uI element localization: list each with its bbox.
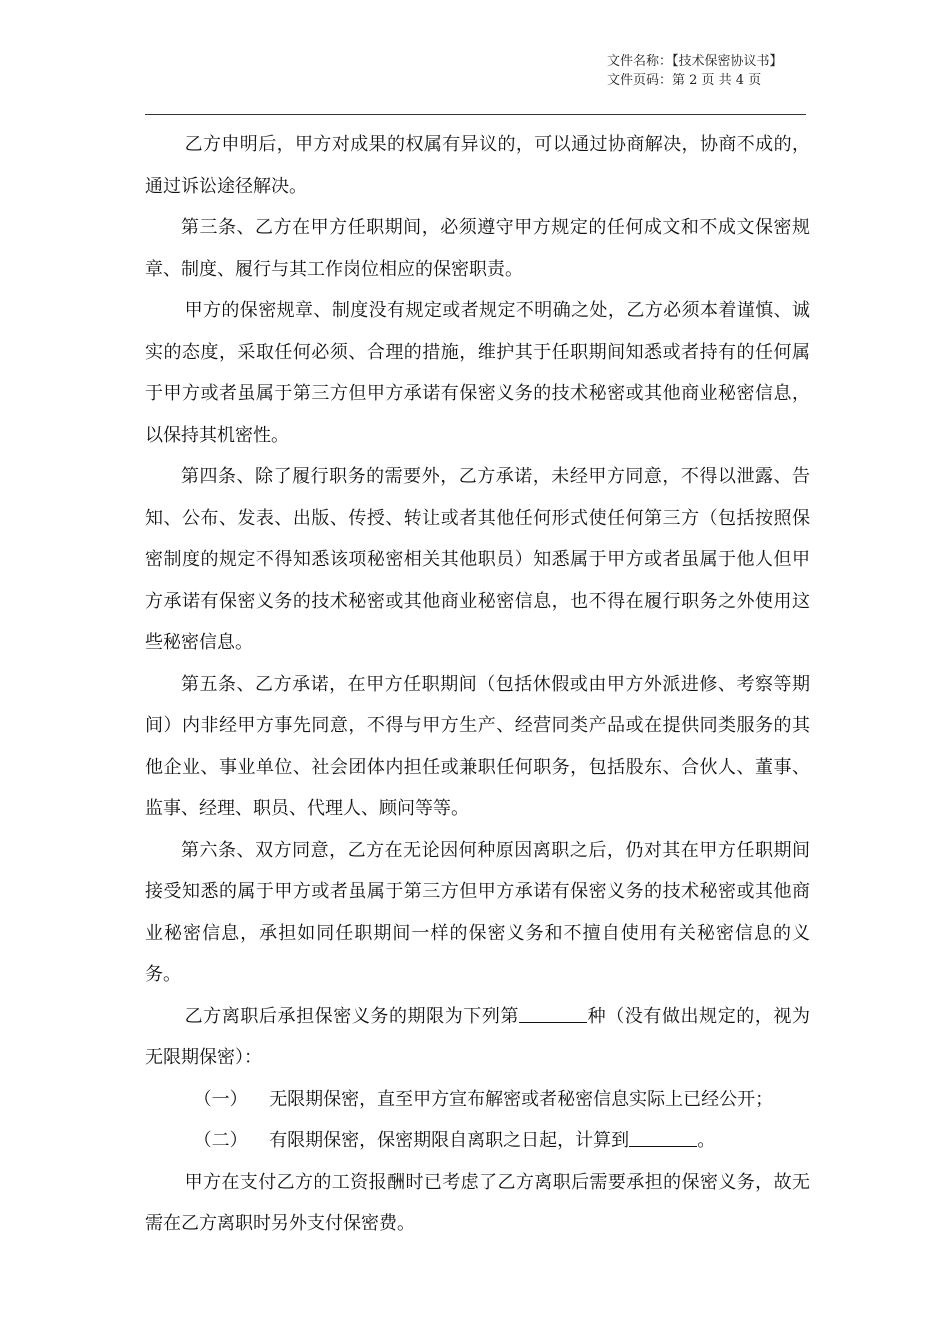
paragraph-article-3: 第三条、乙方在甲方任职期间，必须遵守甲方规定的任何成文和不成文保密规章、制度、履行与其工作岗位相应的保密职责。 xyxy=(145,217,810,280)
paragraph-article-3-supplement: 甲方的保密规章、制度没有规定或者规定不明确之处，乙方必须本着谨慎、诚实的态度，采取任何必须、合理的措施，维护其于任职期间知悉或者持有的任何属于甲方或者虽属于第三方但甲方承诺有保密义务的技术秘密或其他商业秘密信息，以保持其机密性。 xyxy=(145,300,810,446)
term-text-before: 乙方离职后承担保密义务的期限为下列第 xyxy=(184,1005,520,1027)
option-two-label: （二） xyxy=(193,1130,248,1151)
paragraph-confidentiality-fee: 甲方在支付乙方的工资报酬时已考虑了乙方离职后需要承担的保密义务，故无需在乙方离职时另外支付保密费。 xyxy=(145,1171,810,1234)
file-name-label: 文件名称：【技术保密协议书】 xyxy=(607,54,783,69)
page-header xyxy=(607,52,847,90)
term-end-date-blank[interactable] xyxy=(629,1130,697,1147)
option-two-text-before: 有限期保密，保密期限自离职之日起，计算到 xyxy=(269,1130,630,1151)
option-one xyxy=(145,1079,810,1121)
file-page-label: 文件页码：第 2 页 共 4 页 xyxy=(607,73,762,88)
paragraph-article-6: 第六条、双方同意，乙方在无论因何种原因离职之后，仍对其在甲方任职期间接受知悉的属于甲方或者虽属于第三方但甲方承诺有保密义务的技术秘密或其他商业秘密信息，承担如同任职期间一样的保密义务和不擅自使用有关秘密信息的义务。 xyxy=(145,839,810,985)
term-text-after: 种（没有做出规定的，视为无限期保密）： xyxy=(145,1005,811,1068)
option-one-text: 无限期保密，直至甲方宣布解密或者秘密信息实际上已经公开； xyxy=(269,1088,774,1110)
term-choice-blank[interactable] xyxy=(519,1006,587,1023)
paragraph-article-5: 第五条、乙方承诺，在甲方任职期间（包括休假或由甲方外派进修、考察等期间）内非经甲方事先同意，不得与甲方生产、经营同类产品或在提供同类服务的其他企业、事业单位、社会团体内担任或兼职任何职务，包括股东、合伙人、董事、监事、经理、职员、代理人、顾问等等。 xyxy=(145,673,810,819)
option-one-label: （一） xyxy=(193,1088,248,1110)
paragraph-article-4: 第四条、除了履行职务的需要外，乙方承诺，未经甲方同意，不得以泄露、告知、公布、发表、出版、传授、转让或者其他任何形式使任何第三方（包括按照保密制度的规定不得知悉该项秘密相关其他职员）知悉属于甲方或者虽属于他人但甲方承诺有保密义务的技术秘密或其他商业秘密信息，也不得在履行职务之外使用这些秘密信息。 xyxy=(145,466,810,653)
paragraph-confidentiality-term xyxy=(145,996,810,1079)
document-body xyxy=(145,124,810,1245)
option-two xyxy=(145,1120,810,1162)
paragraph-ownership-dispute: 乙方申明后，甲方对成果的权属有异议的，可以通过协商解决，协商不成的，通过诉讼途径解决。 xyxy=(145,134,810,197)
option-two-text-after: 。 xyxy=(697,1130,716,1151)
header-divider xyxy=(145,114,806,115)
